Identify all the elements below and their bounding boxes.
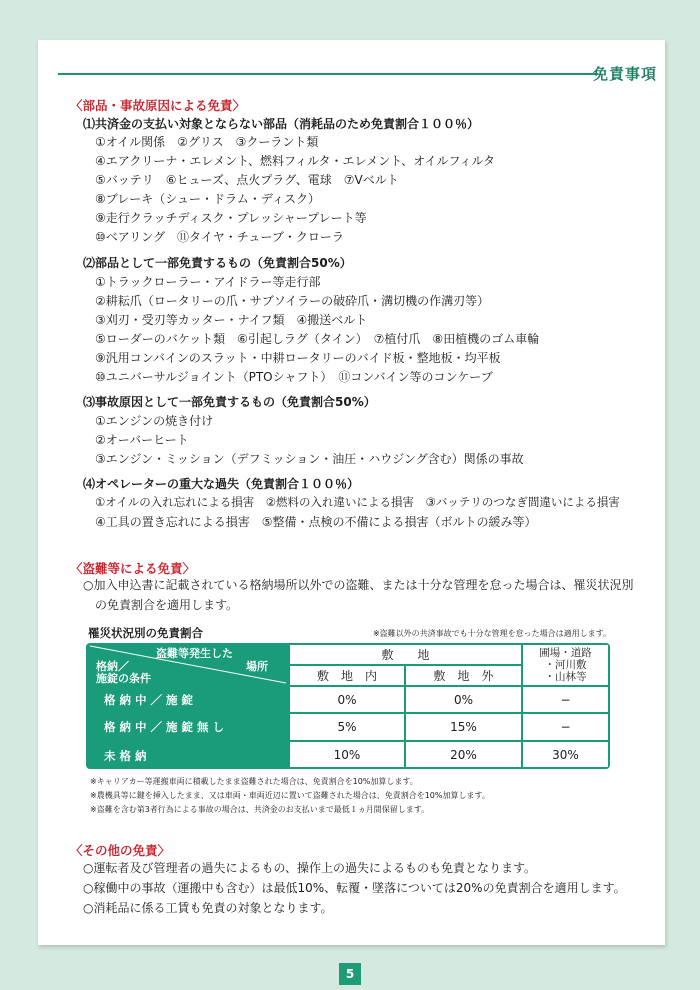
group1-item: ⑩ベアリング ⑪タイヤ・チューブ・クローラ bbox=[95, 230, 344, 244]
group-title-3: ⑶事故原因として一部免責するもの（免責割合50%） bbox=[83, 395, 376, 409]
group2-item: ①トラックローラー・アイドラー等走行部 bbox=[95, 275, 321, 289]
group3-item: ②オーバーヒート bbox=[95, 433, 189, 447]
section-heading-theft: 〈盗難等による免責〉 bbox=[70, 561, 196, 576]
table-cell: 30% bbox=[523, 742, 608, 767]
header-off-premises: 敷 地 外 bbox=[406, 666, 521, 685]
theft-paragraph-line1: ○加入申込書に記載されている格納場所以外での盗難、または十分な管理を怠った場合は、罹災状況別 bbox=[83, 578, 634, 592]
row-label: 格 納 中 ／ 施 錠 bbox=[104, 693, 194, 707]
header-on-premises: 敷 地 内 bbox=[290, 666, 404, 685]
table-corner-cell bbox=[86, 643, 288, 685]
corner-left-label2: 施錠の条件 bbox=[96, 672, 151, 685]
corner-top-label: 盗難等発生した bbox=[156, 647, 233, 660]
section-heading-parts: 〈部品・事故原因による免責〉 bbox=[70, 98, 246, 113]
group2-item: ③刈刃・受刃等カッター・ナイフ類 ④搬送ベルト bbox=[95, 313, 368, 327]
group1-item: ⑧ブレーキ（シュー・ドラム・ディスク） bbox=[95, 192, 320, 206]
header-field-road-line2: ・河川敷 bbox=[544, 659, 587, 671]
group1-item: ①オイル関係 ②グリス ③クーラント類 bbox=[95, 135, 319, 149]
table-cell: 20% bbox=[406, 742, 521, 767]
page-title: 免責事項 bbox=[592, 65, 657, 83]
table-title: 罹災状況別の免責割合 bbox=[88, 626, 203, 640]
header-field-road bbox=[523, 645, 608, 685]
table-cell: − bbox=[523, 714, 608, 740]
table-footnote: ※盗難を含む第3者行為による事故の場合は、共済金のお支払いまで最低１ヵ月間保留します。 bbox=[90, 805, 430, 814]
group2-item: ②耕耘爪（ロータリーの爪・サブソイラーの破砕爪・溝切機の作溝刃等） bbox=[95, 294, 490, 308]
other-item: ○運転者及び管理者の過失によるもの、操作上の過失によるものも免責となります。 bbox=[83, 861, 537, 875]
table-cell: 5% bbox=[290, 714, 404, 740]
group2-item: ⑤ローダーのバケット類 ⑥引起しラグ（タイン） ⑦植付爪 ⑧田植機のゴム車輪 bbox=[95, 332, 540, 346]
row-label: 格 納 中 ／ 施 錠 無 し bbox=[104, 720, 225, 734]
header-field-road-line3: ・山林等 bbox=[544, 671, 587, 683]
group1-item: ⑨走行クラッチディスク・プレッシャープレート等 bbox=[95, 211, 367, 225]
group1-item: ④エアクリーナ・エレメント、燃料フィルタ・エレメント、オイルフィルタ bbox=[95, 154, 496, 168]
table-cell: 0% bbox=[290, 687, 404, 712]
table-cell: 10% bbox=[290, 742, 404, 767]
group3-item: ③エンジン・ミッション（デフミッション・油圧・ハウジング含む）関係の事故 bbox=[95, 452, 524, 466]
group3-item: ①エンジンの焼き付け bbox=[95, 414, 214, 428]
group2-item: ⑩ユニバーサルジョイント（PTOシャフト） ⑪コンバイン等のコンケーブ bbox=[95, 370, 493, 384]
corner-right-label: 場所 bbox=[246, 660, 268, 673]
table-cell: 15% bbox=[406, 714, 521, 740]
table-note: ※盗難以外の共済事故でも十分な管理を怠った場合は適用します。 bbox=[372, 629, 611, 638]
row-label: 未 格 納 bbox=[104, 748, 147, 763]
corner-left-label1: 格納／ bbox=[96, 660, 129, 673]
table-cell: 0% bbox=[406, 687, 521, 712]
table-cell: − bbox=[523, 687, 608, 712]
document-page bbox=[38, 40, 665, 945]
page-number: 5 bbox=[339, 963, 361, 985]
header-premises: 敷 地 bbox=[290, 645, 521, 664]
group4-item: ④工具の置き忘れによる損害 ⑤整備・点検の不備による損害（ボルトの緩み等） bbox=[95, 515, 537, 529]
group2-item: ⑨汎用コンバインのスラット・中耕ロータリーのバイド板・整地板・均平板 bbox=[95, 351, 501, 365]
header-field-road-line1: 圃場・道路 bbox=[539, 647, 592, 659]
table-footnote: ※農機具等に鍵を挿入したまま、又は車両・車両近辺に置いて盗難された場合は、免責割合を10%加算します。 bbox=[90, 791, 490, 800]
section-heading-other: 〈その他の免責〉 bbox=[70, 843, 171, 858]
header-rule bbox=[58, 73, 598, 75]
group4-item: ①オイルの入れ忘れによる損害 ②燃料の入れ違いによる損害 ③バッテリのつなぎ間違いによる損害 bbox=[95, 495, 620, 509]
table-footnote: ※キャリアカー等運搬車両に積載したまま盗難された場合は、免責割合を10%加算します。 bbox=[90, 777, 418, 786]
other-item: ○消耗品に係る工賃も免責の対象となります。 bbox=[83, 901, 333, 915]
deductible-table bbox=[86, 643, 610, 769]
theft-paragraph-line2: の免責割合を適用します。 bbox=[83, 598, 239, 612]
group-title-4: ⑷オペレーターの重大な過失（免責割合１００％） bbox=[83, 477, 360, 491]
group-title-1: ⑴共済金の支払い対象とならない部品（消耗品のため免責割合１００％） bbox=[83, 117, 480, 131]
group1-item: ⑤バッテリ ⑥ヒューズ、点火プラグ、電球 ⑦Vベルト bbox=[95, 173, 399, 187]
group-title-2: ⑵部品として一部免責するもの（免責割合50%） bbox=[83, 256, 352, 270]
other-item: ○稼働中の事故（運搬中も含む）は最低10%、転覆・墜落については20%の免責割合を適用します。 bbox=[83, 881, 626, 895]
